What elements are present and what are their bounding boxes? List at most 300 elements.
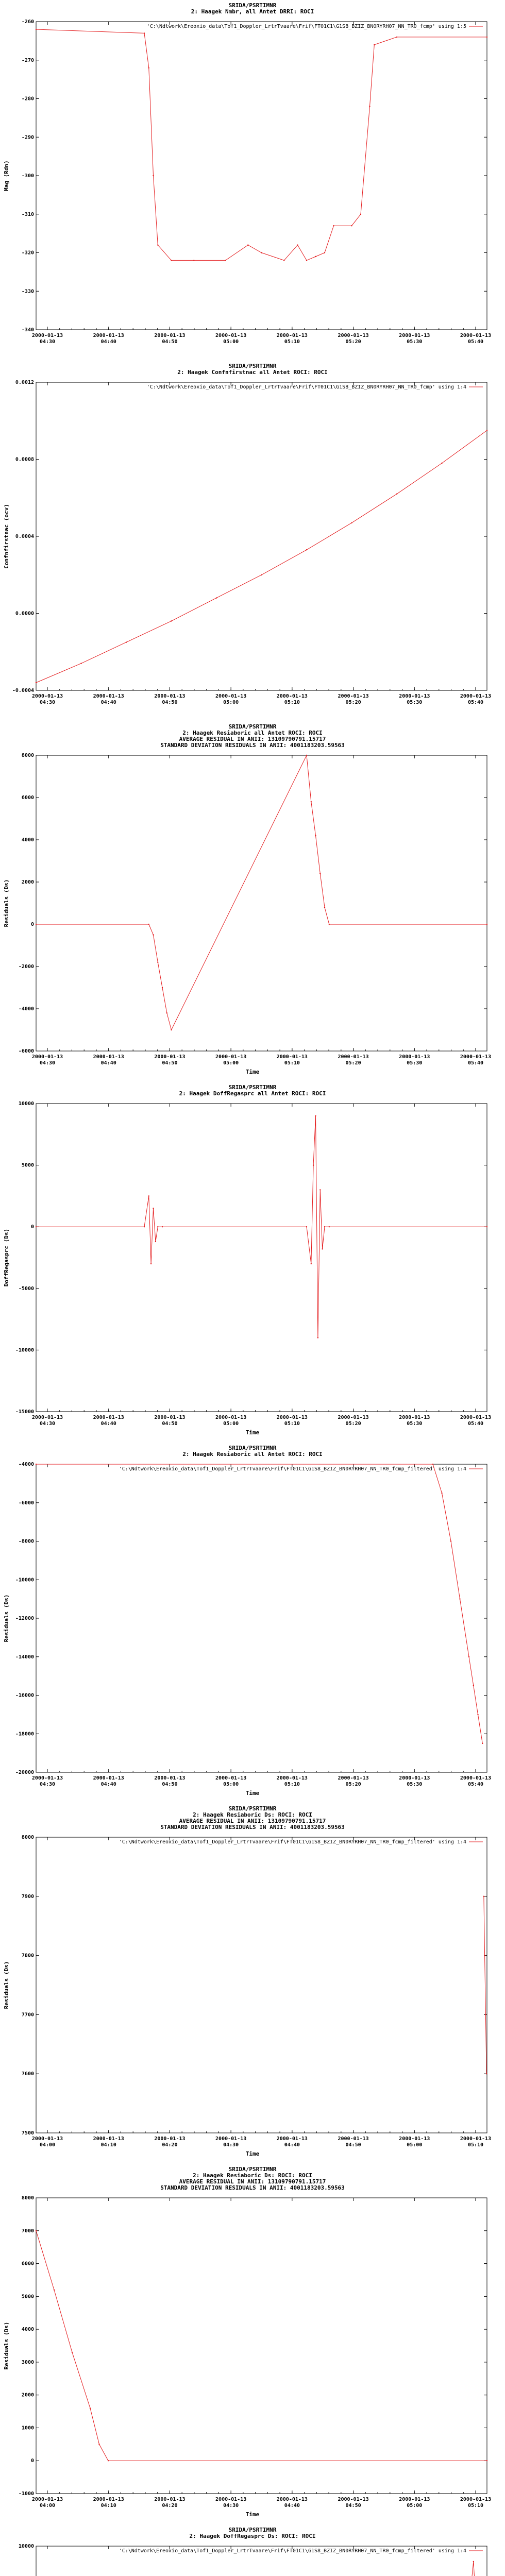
x-tick-label: 2000-01-13: [399, 693, 430, 699]
data-point: [396, 494, 397, 495]
chart-title-line: 2: Haagek DoffRegasprc all Antet ROCI: ROCI: [179, 1090, 326, 1097]
series-line: [36, 29, 487, 260]
x-tick-label: 04:40: [100, 339, 116, 345]
data-point: [473, 1685, 474, 1686]
data-point: [324, 907, 325, 908]
x-tick-label: 05:30: [407, 700, 423, 705]
x-tick-label: 04:30: [223, 2503, 239, 2509]
y-tick-label: -300: [21, 173, 34, 179]
data-point: [482, 1743, 483, 1744]
chart-title-line: SRIDA/PSRTIMNR: [228, 1084, 277, 1091]
x-tick-label: 05:20: [345, 1782, 361, 1787]
x-tick-label: 2000-01-13: [93, 1775, 124, 1781]
x-tick-label: 04:40: [284, 2142, 300, 2148]
y-axis-label: Mag (Rdn): [3, 160, 10, 191]
y-tick-label: 7800: [21, 1953, 34, 1959]
y-tick-label: 1000: [21, 2425, 34, 2431]
y-tick-label: -16000: [15, 1692, 34, 1699]
x-tick-label: 04:00: [39, 2142, 56, 2148]
data-point: [351, 522, 352, 523]
x-tick-label: 05:40: [467, 1060, 484, 1066]
chart-panel: [0, 361, 505, 721]
x-tick-label: 2000-01-13: [93, 333, 124, 338]
x-tick-label: 2000-01-13: [215, 1775, 247, 1781]
data-point: [155, 1241, 156, 1242]
y-tick-label: 0.0000: [15, 611, 34, 617]
chart-svg: [0, 361, 505, 721]
y-tick-label: 0.0004: [15, 534, 34, 539]
data-point: [148, 67, 149, 69]
data-point: [171, 620, 172, 621]
y-axis-label: Residuals (Ds): [3, 1594, 10, 1642]
x-tick-label: 04:30: [39, 1060, 56, 1066]
y-tick-label: -0.0004: [12, 688, 34, 693]
y-tick-label: 6000: [21, 2261, 34, 2267]
x-tick-label: 05:20: [345, 1060, 361, 1066]
data-point: [54, 2289, 55, 2290]
data-point: [484, 1955, 485, 1956]
chart-svg: [0, 1803, 505, 2164]
chart-panel: [0, 1803, 505, 2164]
plot-frame: [36, 1464, 487, 1772]
data-point: [72, 2352, 73, 2353]
y-tick-label: 0: [30, 1224, 34, 1230]
x-tick-label: 04:50: [162, 1421, 178, 1427]
x-tick-label: 04:30: [39, 1782, 56, 1787]
x-tick-label: 2000-01-13: [276, 2136, 308, 2142]
y-tick-label: 8000: [21, 753, 34, 758]
x-tick-label: 2000-01-13: [399, 1775, 430, 1781]
x-tick-label: 04:40: [100, 1782, 116, 1787]
chart-title-line: STANDARD DEVIATION RESIDUALS IN ANII: 4001183203.59563: [160, 742, 345, 749]
x-axis-label: Time: [245, 1429, 260, 1436]
x-axis-label: Time: [245, 2150, 260, 2157]
series-line: [36, 755, 487, 1030]
y-tick-label: -12000: [15, 1616, 34, 1621]
data-point: [432, 1464, 433, 1465]
x-tick-label: 2000-01-13: [154, 1415, 186, 1420]
x-tick-label: 05:00: [223, 339, 239, 345]
legend-label: 'C:\Ndtwork\Ereoxio_data\Tof1_Doppler_LrtrTvaare\Frif\FT01C1\G1S8_BZIZ_BN0RYRH07_NN_TR0_fcmp_filtered' using 1:4: [119, 1466, 466, 1472]
y-tick-label: -20000: [15, 1770, 34, 1775]
x-tick-label: 04:50: [345, 2142, 361, 2148]
x-tick-label: 04:50: [345, 2503, 361, 2509]
x-tick-label: 2000-01-13: [31, 693, 63, 699]
y-tick-label: 7600: [21, 2071, 34, 2077]
x-tick-label: 05:10: [284, 1421, 300, 1427]
data-point: [315, 1115, 316, 1116]
data-point: [486, 430, 487, 431]
y-tick-label: 7500: [21, 2130, 34, 2136]
series-line: [36, 430, 487, 683]
x-tick-label: 2000-01-13: [338, 333, 369, 338]
data-point: [468, 1656, 469, 1657]
data-point: [324, 1226, 325, 1227]
series-line: [36, 2231, 487, 2461]
x-tick-label: 2000-01-13: [215, 333, 247, 338]
x-tick-label: 2000-01-13: [93, 693, 124, 699]
chart-svg: [0, 2524, 505, 2576]
x-tick-label: 2000-01-13: [93, 1054, 124, 1060]
data-point: [483, 1896, 484, 1897]
chart-svg: [0, 0, 505, 361]
x-tick-label: 04:40: [100, 1421, 116, 1427]
x-tick-label: 2000-01-13: [338, 1775, 369, 1781]
chart-panel: [0, 721, 505, 1082]
chart-title-line: 2: Haagek Resiaboric Ds: ROCI: ROCI: [193, 2172, 312, 2179]
chart-panel: [0, 2164, 505, 2524]
x-tick-label: 04:30: [39, 339, 56, 345]
chart-title-line: 2: Haagek Resiaboric all Antet ROCI: ROCI: [182, 1451, 323, 1458]
chart-panel: [0, 1082, 505, 1443]
chart-title-line: AVERAGE RESIDUAL IN ANII: 13109790791.15717: [179, 736, 326, 742]
x-tick-label: 2000-01-13: [154, 693, 186, 699]
data-point: [36, 1464, 37, 1465]
data-point: [333, 225, 334, 226]
x-tick-label: 2000-01-13: [276, 1775, 308, 1781]
x-tick-label: 2000-01-13: [399, 2136, 430, 2142]
x-tick-label: 05:10: [284, 1782, 300, 1787]
x-tick-label: 2000-01-13: [399, 1415, 430, 1420]
chart-title-line: 2: Haagek Resiaboric all Antet ROCI: ROCI: [182, 730, 323, 736]
y-tick-label: -4000: [18, 1006, 34, 1012]
data-point: [261, 252, 262, 253]
x-tick-label: 05:00: [223, 1060, 239, 1066]
y-tick-label: -320: [21, 250, 34, 256]
data-point: [153, 175, 154, 176]
data-point: [313, 1164, 314, 1165]
data-point: [144, 32, 145, 33]
x-tick-label: 04:30: [39, 700, 56, 705]
x-tick-label: 2000-01-13: [276, 1415, 308, 1420]
data-point: [153, 1208, 154, 1209]
y-tick-label: 5000: [21, 2294, 34, 2300]
chart-title-line: 2: Haagek Resiaboric Ds: ROCI: ROCI: [193, 1811, 312, 1818]
data-point: [486, 924, 487, 925]
data-point: [90, 2408, 91, 2409]
data-point: [261, 574, 262, 575]
chart-title-line: SRIDA/PSRTIMNR: [228, 2, 277, 9]
y-tick-label: 2000: [21, 2392, 34, 2398]
x-tick-label: 2000-01-13: [276, 333, 308, 338]
x-tick-label: 04:30: [39, 1421, 56, 1427]
y-tick-label: 6000: [21, 795, 34, 801]
plot-frame: [36, 1837, 487, 2133]
data-point: [98, 2444, 99, 2445]
x-tick-label: 04:20: [162, 2503, 178, 2509]
y-tick-label: -270: [21, 57, 34, 63]
data-point: [396, 37, 397, 38]
chart-title-line: STANDARD DEVIATION RESIDUALS IN ANII: 4001183203.59563: [160, 1824, 345, 1831]
x-tick-label: 04:20: [162, 2142, 178, 2148]
data-point: [166, 1012, 167, 1013]
chart-title-line: AVERAGE RESIDUAL IN ANII: 13109790791.15717: [179, 1818, 326, 1824]
y-tick-label: 7900: [21, 1893, 34, 1900]
data-point: [486, 2460, 487, 2461]
x-tick-label: 2000-01-13: [154, 2497, 186, 2502]
x-tick-label: 05:00: [407, 2142, 423, 2148]
y-tick-label: -8000: [18, 1538, 34, 1545]
x-tick-label: 2000-01-13: [215, 2136, 247, 2142]
legend-label: 'C:\Ndtwork\Ereoxio_data\Tof1_Doppler_LrtrTvaare\Frif\FT01C1\G1S8_BZIZ_BN0RYRH07_NN_TR0_fcmp' using 1:4: [146, 384, 466, 390]
y-axis-label: DoffRegasprc (Ds): [3, 1228, 10, 1287]
x-tick-label: 05:00: [223, 1782, 239, 1787]
data-point: [322, 1248, 323, 1249]
data-point: [317, 1337, 318, 1338]
x-tick-label: 2000-01-13: [31, 1415, 63, 1420]
data-point: [148, 924, 149, 925]
data-point: [351, 225, 352, 226]
y-tick-label: 7700: [21, 2012, 34, 2018]
y-tick-label: 2000: [21, 879, 34, 885]
data-point: [450, 1540, 451, 1541]
data-point: [311, 1263, 312, 1264]
x-tick-label: 05:00: [407, 2503, 423, 2509]
x-tick-label: 2000-01-13: [276, 693, 308, 699]
x-axis-label: Time: [245, 1790, 260, 1797]
chart-svg: [0, 1082, 505, 1443]
x-tick-label: 2000-01-13: [460, 1775, 492, 1781]
x-tick-label: 05:20: [345, 339, 361, 345]
x-tick-label: 2000-01-13: [338, 2497, 369, 2502]
chart-title-line: 2: Haagek Confnfirstnac all Antet ROCI: ROCI: [177, 369, 328, 376]
x-tick-label: 2000-01-13: [338, 2136, 369, 2142]
x-tick-label: 05:20: [345, 700, 361, 705]
y-tick-label: -1000: [18, 2491, 34, 2497]
y-tick-label: 3000: [21, 2359, 34, 2365]
y-tick-label: -4000: [18, 1462, 34, 1467]
data-point: [36, 924, 37, 925]
x-tick-label: 05:40: [467, 339, 484, 345]
data-point: [144, 1226, 145, 1227]
y-tick-label: -6000: [18, 1500, 34, 1506]
y-axis-label: Residuals (Ds): [3, 879, 10, 927]
data-point: [36, 2230, 37, 2231]
plot-frame: [36, 382, 487, 690]
x-tick-label: 05:00: [223, 700, 239, 705]
x-tick-label: 2000-01-13: [399, 1054, 430, 1060]
data-point: [324, 252, 325, 253]
data-point: [157, 1226, 158, 1227]
y-tick-label: 7000: [21, 2228, 34, 2234]
y-tick-label: 0: [30, 922, 34, 927]
series-line: [36, 1116, 487, 1338]
x-tick-label: 2000-01-13: [215, 2497, 247, 2502]
data-point: [283, 260, 284, 261]
x-tick-label: 2000-01-13: [31, 1054, 63, 1060]
y-tick-label: 10000: [18, 2544, 34, 2549]
y-tick-label: -10000: [15, 1347, 34, 1353]
data-point: [162, 1226, 163, 1227]
data-point: [297, 244, 298, 245]
data-point: [247, 244, 248, 245]
chart-title-line: SRIDA/PSRTIMNR: [228, 363, 277, 369]
y-tick-label: 8000: [21, 2195, 34, 2201]
x-tick-label: 05:10: [467, 2142, 484, 2148]
y-tick-label: 5000: [21, 1162, 34, 1168]
data-point: [225, 260, 226, 261]
x-tick-label: 2000-01-13: [31, 333, 63, 338]
x-tick-label: 2000-01-13: [93, 1415, 124, 1420]
x-tick-label: 05:00: [223, 1421, 239, 1427]
data-point: [319, 873, 321, 874]
data-point: [329, 1226, 330, 1227]
data-point: [171, 1029, 172, 1030]
data-point: [360, 214, 361, 215]
x-tick-label: 05:20: [345, 1421, 361, 1427]
x-tick-label: 04:40: [100, 1060, 116, 1066]
x-tick-label: 05:40: [467, 1421, 484, 1427]
data-point: [306, 260, 307, 261]
chart-title-line: SRIDA/PSRTIMNR: [228, 1445, 277, 1451]
y-tick-label: 0.0012: [15, 380, 34, 385]
x-tick-label: 04:10: [100, 2142, 116, 2148]
x-tick-label: 05:30: [407, 1782, 423, 1787]
chart-panel: [0, 1443, 505, 1803]
chart-title-line: STANDARD DEVIATION RESIDUALS IN ANII: 4001183203.59563: [160, 2184, 345, 2191]
x-tick-label: 2000-01-13: [154, 1054, 186, 1060]
x-tick-label: 04:40: [284, 2503, 300, 2509]
chart-title-line: 2: Haagek Nmbr, all Antet DRRI: ROCI: [191, 8, 314, 15]
y-axis-label: Residuals (Ds): [3, 2321, 10, 2370]
data-point: [477, 1714, 478, 1715]
chart-title-line: SRIDA/PSRTIMNR: [228, 2166, 277, 2173]
y-tick-label: -340: [21, 327, 34, 333]
x-tick-label: 04:50: [162, 700, 178, 705]
x-tick-label: 2000-01-13: [460, 1415, 492, 1420]
x-tick-label: 05:10: [284, 339, 300, 345]
x-tick-label: 2000-01-13: [215, 693, 247, 699]
y-tick-label: -6000: [18, 1048, 34, 1054]
chart-panel: [0, 0, 505, 361]
x-tick-label: 04:50: [162, 1060, 178, 1066]
x-tick-label: 04:40: [100, 700, 116, 705]
x-tick-label: 05:30: [407, 1421, 423, 1427]
y-tick-label: -14000: [15, 1654, 34, 1660]
y-tick-label: -2000: [18, 964, 34, 970]
data-point: [374, 44, 375, 45]
data-point: [306, 1226, 307, 1227]
x-tick-label: 05:30: [407, 339, 423, 345]
x-tick-label: 04:50: [162, 339, 178, 345]
data-point: [485, 2014, 486, 2015]
y-tick-label: 0.0008: [15, 456, 34, 463]
y-tick-label: 4000: [21, 2327, 34, 2333]
y-tick-label: 0: [30, 2458, 34, 2464]
x-tick-label: 2000-01-13: [276, 1054, 308, 1060]
chart-svg: [0, 1443, 505, 1803]
data-point: [306, 755, 307, 756]
y-tick-label: -290: [21, 134, 34, 141]
series-line: [36, 2562, 487, 2576]
x-tick-label: 2000-01-13: [215, 1415, 247, 1420]
x-tick-label: 2000-01-13: [338, 693, 369, 699]
x-tick-label: 2000-01-13: [399, 2497, 430, 2502]
chart-panel: [0, 2524, 505, 2576]
data-point: [157, 962, 158, 963]
data-point: [311, 801, 312, 802]
data-point: [157, 244, 158, 245]
plot-frame: [36, 2198, 487, 2494]
x-tick-label: 04:10: [100, 2503, 116, 2509]
data-point: [329, 924, 330, 925]
data-point: [315, 835, 316, 836]
chart-title-line: AVERAGE RESIDUAL IN ANII: 13109790791.15717: [179, 2178, 326, 2185]
x-tick-label: 04:00: [39, 2503, 56, 2509]
x-tick-label: 05:30: [407, 1060, 423, 1066]
data-point: [319, 1189, 321, 1190]
data-point: [150, 1263, 152, 1264]
legend-label: 'C:\Ndtwork\Ereoxio_data\Tof1_Doppler_LrtrTvaare\Frif\FT01C1\G1S8_BZIZ_BN0RYRH07_NN_TR0_fcmp_filtered' using 1:4: [119, 1839, 466, 1845]
data-point: [486, 2073, 487, 2074]
y-tick-label: -15000: [15, 1409, 34, 1415]
chart-svg: [0, 721, 505, 1082]
data-point: [36, 29, 37, 30]
data-point: [441, 463, 442, 464]
y-tick-label: 4000: [21, 837, 34, 843]
chart-title-line: SRIDA/PSRTIMNR: [228, 2527, 277, 2533]
data-point: [193, 260, 194, 261]
x-tick-label: 2000-01-13: [460, 333, 492, 338]
y-tick-label: -330: [21, 289, 34, 295]
chart-svg: [0, 2164, 505, 2524]
plot-frame: [36, 22, 487, 330]
data-point: [486, 1226, 487, 1227]
data-point: [148, 1195, 149, 1196]
x-tick-label: 05:40: [467, 700, 484, 705]
data-point: [162, 987, 163, 988]
y-tick-label: -310: [21, 211, 34, 217]
x-tick-label: 2000-01-13: [31, 1775, 63, 1781]
x-tick-label: 04:30: [223, 2142, 239, 2148]
x-tick-label: 05:10: [467, 2503, 484, 2509]
x-tick-label: 2000-01-13: [31, 2136, 63, 2142]
y-tick-label: -260: [21, 19, 34, 25]
x-tick-label: 2000-01-13: [154, 2136, 186, 2142]
data-point: [486, 37, 487, 38]
x-tick-label: 2000-01-13: [154, 333, 186, 338]
x-tick-label: 05:10: [284, 1060, 300, 1066]
y-tick-label: -18000: [15, 1731, 34, 1737]
chart-title-line: 2: Haagek DoffRegasprc Ds: ROCI: ROCI: [189, 2533, 316, 2539]
x-tick-label: 2000-01-13: [215, 1054, 247, 1060]
x-tick-label: 05:10: [284, 700, 300, 705]
x-tick-label: 2000-01-13: [460, 2136, 492, 2142]
x-tick-label: 2000-01-13: [399, 333, 430, 338]
data-point: [459, 1598, 460, 1599]
chart-title-line: SRIDA/PSRTIMNR: [228, 723, 277, 730]
x-tick-label: 2000-01-13: [276, 2497, 308, 2502]
data-point: [36, 1226, 37, 1227]
x-tick-label: 2000-01-13: [93, 2136, 124, 2142]
data-point: [473, 2561, 474, 2562]
x-tick-label: 2000-01-13: [460, 693, 492, 699]
data-point: [315, 256, 316, 257]
y-axis-label: Residuals (Ds): [3, 1961, 10, 2009]
data-point: [36, 682, 37, 683]
series-line: [36, 1464, 482, 1743]
x-axis-label: Time: [245, 1069, 260, 1075]
data-point: [80, 663, 81, 664]
y-tick-label: -5000: [18, 1285, 34, 1292]
plot-frame: [36, 1104, 487, 1412]
legend-label: 'C:\Ndtwork\Ereoxio_data\Tof1_Doppler_LrtrTvaare\Frif\FT01C1\G1S8_BZIZ_BN0RYRH07_NN_TR0_fcmp' using 1:5: [146, 24, 466, 29]
x-tick-label: 2000-01-13: [31, 2497, 63, 2502]
y-tick-label: 8000: [21, 1835, 34, 1840]
y-tick-label: 10000: [18, 1101, 34, 1107]
data-point: [306, 549, 307, 550]
y-axis-label: Confnfirstnac (ocv): [3, 504, 10, 569]
